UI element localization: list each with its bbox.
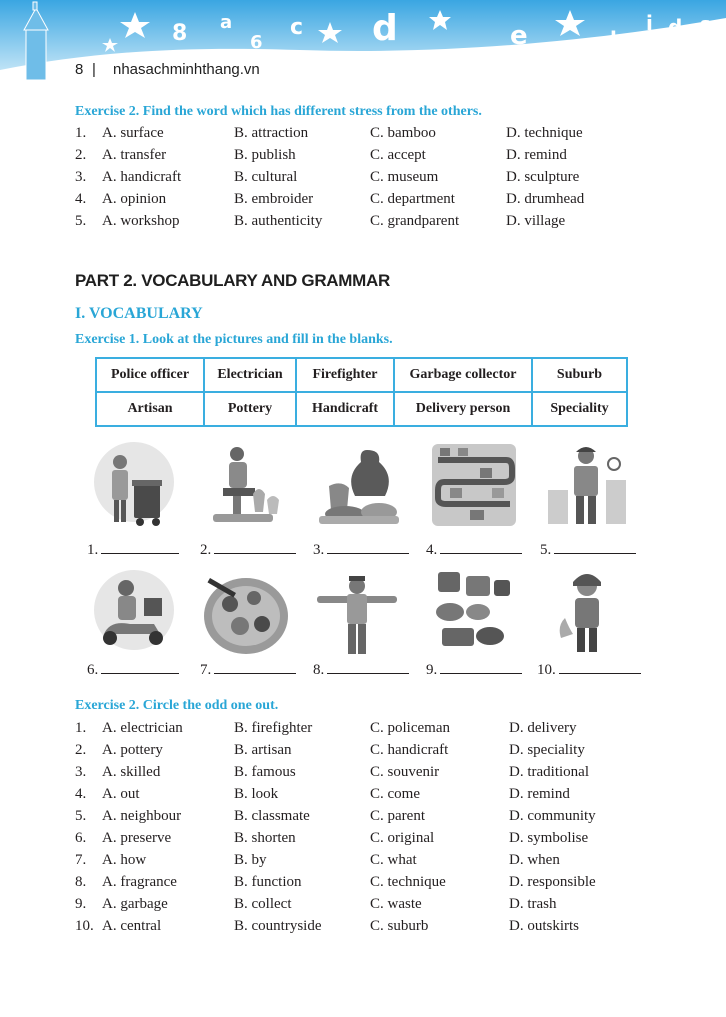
question-number: 5. — [75, 213, 87, 229]
blank-7[interactable] — [200, 661, 296, 679]
blank-number: 2. — [200, 542, 212, 558]
option-a: A. opinion — [102, 191, 167, 207]
option-c[interactable]: C. what — [370, 852, 417, 868]
option-b: B. attraction — [234, 125, 309, 141]
option-a[interactable]: A. pottery — [102, 742, 163, 758]
suburb-map-icon — [430, 440, 518, 530]
blank-number: 1. — [87, 542, 99, 558]
section-title: I. VOCABULARY — [75, 305, 203, 322]
question-number: 1. — [75, 720, 87, 736]
option-d[interactable]: D. speciality — [509, 742, 585, 758]
blank-6[interactable] — [87, 661, 179, 679]
option-c: C. museum — [370, 169, 439, 185]
blank-3[interactable] — [313, 541, 409, 559]
exercise-odd-title: Exercise 2. Circle the odd one out. — [75, 698, 279, 713]
option-d: D. remind — [506, 147, 567, 163]
option-a[interactable]: A. how — [102, 852, 147, 868]
option-c[interactable]: C. parent — [370, 808, 425, 824]
option-d[interactable]: D. traditional — [509, 764, 589, 780]
option-d[interactable]: D. delivery — [509, 720, 577, 736]
option-a[interactable]: A. fragrance — [102, 874, 177, 890]
option-b[interactable]: B. countryside — [234, 918, 322, 934]
question-number: 10. — [75, 918, 94, 934]
delivery-scooter-icon — [90, 568, 178, 658]
option-b[interactable]: B. famous — [234, 764, 296, 780]
police-officer-icon — [313, 568, 401, 658]
banner-letter: d — [372, 8, 398, 49]
blank-10[interactable] — [537, 661, 641, 679]
option-a[interactable]: A. out — [102, 786, 140, 802]
option-b: B. publish — [234, 147, 296, 163]
speciality-food-icon — [200, 568, 288, 658]
word-box-cell: Pottery — [204, 392, 296, 426]
blank-number: 4. — [426, 542, 438, 558]
question-number: 4. — [75, 786, 87, 802]
option-c[interactable]: C. technique — [370, 874, 446, 890]
option-d[interactable]: D. responsible — [509, 874, 596, 890]
header-banner — [0, 0, 726, 82]
option-c: C. grandparent — [370, 213, 460, 229]
option-b: B. embroider — [234, 191, 314, 207]
option-d: D. technique — [506, 125, 583, 141]
option-b[interactable]: B. artisan — [234, 742, 292, 758]
option-c: C. accept — [370, 147, 426, 163]
option-c[interactable]: C. suburb — [370, 918, 429, 934]
page-number: 8 — [75, 61, 84, 78]
electrician-icon — [542, 440, 630, 530]
option-b: B. cultural — [234, 169, 298, 185]
banner-artwork — [0, 0, 726, 82]
option-b[interactable]: B. by — [234, 852, 267, 868]
blank-5[interactable] — [540, 541, 636, 559]
option-b[interactable]: B. classmate — [234, 808, 310, 824]
banner-letter: i — [646, 11, 653, 35]
option-a: A. transfer — [102, 147, 167, 163]
word-box-cell: Artisan — [96, 392, 204, 426]
option-a[interactable]: A. preserve — [102, 830, 172, 846]
word-box-cell: Garbage collector — [394, 358, 532, 392]
blank-number: 5. — [540, 542, 552, 558]
banner-letter: k — [610, 27, 624, 51]
question-number: 1. — [75, 125, 87, 141]
word-box — [95, 357, 628, 427]
word-box-cell: Police officer — [96, 358, 204, 392]
blank-number: 10. — [537, 662, 556, 678]
blank-8[interactable] — [313, 661, 409, 679]
word-box-cell: Speciality — [532, 392, 627, 426]
question-number: 2. — [75, 147, 87, 163]
option-a[interactable]: A. neighbour — [102, 808, 182, 824]
option-b[interactable]: B. shorten — [234, 830, 296, 846]
exercise-pictures-title: Exercise 1. Look at the pictures and fill in the blanks. — [75, 332, 393, 347]
option-a: A. surface — [102, 125, 164, 141]
exercise-stress-title: Exercise 2. Find the word which has different stress from the others. — [75, 104, 482, 119]
question-number: 7. — [75, 852, 87, 868]
word-box-cell: Electrician — [204, 358, 296, 392]
question-number: 9. — [75, 896, 87, 912]
banner-letter: e — [510, 21, 528, 51]
option-a[interactable]: A. electrician — [102, 720, 183, 736]
blank-4[interactable] — [426, 541, 522, 559]
banner-letter: d — [668, 15, 683, 39]
question-number: 3. — [75, 764, 87, 780]
option-a[interactable]: A. skilled — [102, 764, 161, 780]
option-b[interactable]: B. collect — [234, 896, 292, 912]
option-c: C. bamboo — [370, 125, 436, 141]
word-box-cell: Delivery person — [394, 392, 532, 426]
option-d: D. village — [506, 213, 566, 229]
option-a[interactable]: A. garbage — [102, 896, 168, 912]
blank-number: 8. — [313, 662, 325, 678]
word-box-cell: Handicraft — [296, 392, 394, 426]
handicraft-baskets-icon — [428, 568, 516, 658]
option-d[interactable]: D. community — [509, 808, 596, 824]
option-d[interactable]: D. outskirts — [509, 918, 580, 934]
question-number: 8. — [75, 874, 87, 890]
option-d: D. drumhead — [506, 191, 585, 207]
option-b: B. authenticity — [234, 213, 323, 229]
banner-letter: s — [700, 14, 711, 35]
option-a: A. handicraft — [102, 169, 182, 185]
option-d: D. sculpture — [506, 169, 580, 185]
banner-letter: 8 — [172, 21, 188, 46]
option-c[interactable]: C. souvenir — [370, 764, 440, 780]
question-number: 6. — [75, 830, 87, 846]
option-d[interactable]: D. remind — [509, 786, 570, 802]
blank-number: 6. — [87, 662, 99, 678]
header-separator: | — [92, 61, 96, 78]
banner-letter: c — [290, 15, 304, 40]
word-box-cell: Suburb — [532, 358, 627, 392]
banner-letter: 6 — [250, 32, 263, 53]
blank-2[interactable] — [200, 541, 296, 559]
banner-letter: a — [220, 12, 233, 33]
question-number: 5. — [75, 808, 87, 824]
word-box-cell: Firefighter — [296, 358, 394, 392]
option-c[interactable]: C. original — [370, 830, 435, 846]
option-c[interactable]: C. handicraft — [370, 742, 449, 758]
question-number: 2. — [75, 742, 87, 758]
part-title: PART 2. VOCABULARY AND GRAMMAR — [75, 271, 390, 290]
blank-number: 3. — [313, 542, 325, 558]
option-b[interactable]: B. look — [234, 786, 279, 802]
site-url: nhasachminhthang.vn — [113, 61, 260, 78]
pottery-vases-icon — [315, 440, 403, 530]
blank-1[interactable] — [87, 541, 179, 559]
option-d[interactable]: D. trash — [509, 896, 557, 912]
garbage-collector-icon — [90, 440, 178, 530]
option-c[interactable]: C. come — [370, 786, 420, 802]
option-c[interactable]: C. policeman — [370, 720, 450, 736]
option-a[interactable]: A. central — [102, 918, 162, 934]
blank-number: 9. — [426, 662, 438, 678]
option-d[interactable]: D. when — [509, 852, 560, 868]
option-c: C. department — [370, 191, 455, 207]
artisan-pottery-icon — [203, 440, 291, 530]
option-d[interactable]: D. symbolise — [509, 830, 589, 846]
option-b[interactable]: B. function — [234, 874, 302, 890]
question-number: 3. — [75, 169, 87, 185]
option-c[interactable]: C. waste — [370, 896, 422, 912]
firefighter-icon — [543, 568, 631, 658]
option-b[interactable]: B. firefighter — [234, 720, 313, 736]
blank-9[interactable] — [426, 661, 522, 679]
option-a: A. workshop — [102, 213, 180, 229]
question-number: 4. — [75, 191, 87, 207]
blank-number: 7. — [200, 662, 212, 678]
